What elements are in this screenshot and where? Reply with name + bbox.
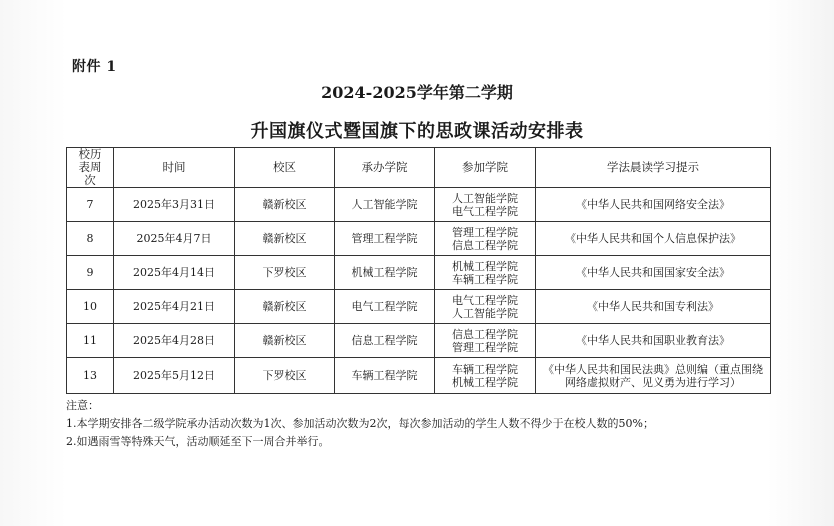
cell-date: 2025年5月12日 bbox=[114, 358, 235, 394]
cell-date: 2025年4月7日 bbox=[114, 222, 235, 256]
participant: 电气工程学院 bbox=[452, 204, 518, 218]
cell-week: 9 bbox=[67, 256, 114, 290]
cell-campus: 下罗校区 bbox=[235, 358, 335, 394]
cell-host: 机械工程学院 bbox=[335, 256, 435, 290]
note-item: 1.本学期安排各二级学院承办活动次数为1次、参加活动次数为2次，每次参加活动的学生人数不得少于在校人数的50%； bbox=[66, 417, 654, 430]
table-row bbox=[67, 290, 771, 324]
cell-law: 《中华人民共和国职业教育法》 bbox=[536, 324, 771, 358]
table-row bbox=[67, 222, 771, 256]
table-header-row bbox=[67, 148, 771, 188]
note-item: 2.如遇雨雪等特殊天气，活动顺延至下一周合并举行。 bbox=[66, 435, 330, 448]
attachment-label: 附件 1 bbox=[72, 59, 117, 75]
cell-week: 7 bbox=[67, 188, 114, 222]
cell-host: 车辆工程学院 bbox=[335, 358, 435, 394]
cell-campus: 赣新校区 bbox=[235, 324, 335, 358]
participant: 车辆工程学院 bbox=[452, 362, 518, 376]
table-row bbox=[67, 358, 771, 394]
cell-law: 《中华人民共和国民法典》总则编（重点围绕网络虚拟财产、见义勇为进行学习） bbox=[536, 358, 771, 394]
participant: 车辆工程学院 bbox=[452, 272, 518, 286]
header-participating-colleges: 参加学院 bbox=[435, 148, 536, 188]
participant: 人工智能学院 bbox=[452, 191, 518, 205]
cell-participants bbox=[435, 256, 536, 290]
cell-participants bbox=[435, 324, 536, 358]
cell-participants bbox=[435, 222, 536, 256]
cell-week: 11 bbox=[67, 324, 114, 358]
table-row bbox=[67, 188, 771, 222]
cell-host: 信息工程学院 bbox=[335, 324, 435, 358]
participant: 电气工程学院 bbox=[452, 293, 518, 307]
header-week: 校历表周次 bbox=[67, 148, 114, 188]
cell-date: 2025年4月21日 bbox=[114, 290, 235, 324]
table-row bbox=[67, 256, 771, 290]
document-title-main: 升国旗仪式暨国旗下的思政课活动安排表 bbox=[250, 121, 584, 142]
cell-law: 《中华人民共和国网络安全法》 bbox=[536, 188, 771, 222]
participant: 机械工程学院 bbox=[452, 259, 518, 273]
cell-host: 电气工程学院 bbox=[335, 290, 435, 324]
header-study-prompt: 学法晨读学习提示 bbox=[536, 148, 771, 188]
participant: 管理工程学院 bbox=[452, 225, 518, 239]
cell-participants bbox=[435, 188, 536, 222]
participant: 信息工程学院 bbox=[452, 327, 518, 341]
notes-heading: 注意： bbox=[66, 399, 99, 412]
header-host-college: 承办学院 bbox=[335, 148, 435, 188]
cell-week: 8 bbox=[67, 222, 114, 256]
cell-campus: 赣新校区 bbox=[235, 188, 335, 222]
document-title-term: 2024-2025学年第二学期 bbox=[321, 83, 513, 102]
cell-law: 《中华人民共和国专利法》 bbox=[536, 290, 771, 324]
participant: 人工智能学院 bbox=[452, 306, 518, 320]
notes-section bbox=[66, 397, 786, 451]
header-date: 时间 bbox=[114, 148, 235, 188]
cell-participants bbox=[435, 358, 536, 394]
cell-date: 2025年4月28日 bbox=[114, 324, 235, 358]
header-campus: 校区 bbox=[235, 148, 335, 188]
cell-law: 《中华人民共和国个人信息保护法》 bbox=[536, 222, 771, 256]
cell-week: 10 bbox=[67, 290, 114, 324]
cell-campus: 赣新校区 bbox=[235, 222, 335, 256]
table-row bbox=[67, 324, 771, 358]
cell-date: 2025年4月14日 bbox=[114, 256, 235, 290]
cell-campus: 赣新校区 bbox=[235, 290, 335, 324]
cell-participants bbox=[435, 290, 536, 324]
participant: 信息工程学院 bbox=[452, 238, 518, 252]
cell-law: 《中华人民共和国国家安全法》 bbox=[536, 256, 771, 290]
cell-host: 管理工程学院 bbox=[335, 222, 435, 256]
cell-date: 2025年3月31日 bbox=[114, 188, 235, 222]
cell-week: 13 bbox=[67, 358, 114, 394]
schedule-table bbox=[66, 147, 771, 394]
cell-campus: 下罗校区 bbox=[235, 256, 335, 290]
cell-host: 人工智能学院 bbox=[335, 188, 435, 222]
participant: 机械工程学院 bbox=[452, 375, 518, 389]
participant: 管理工程学院 bbox=[452, 340, 518, 354]
